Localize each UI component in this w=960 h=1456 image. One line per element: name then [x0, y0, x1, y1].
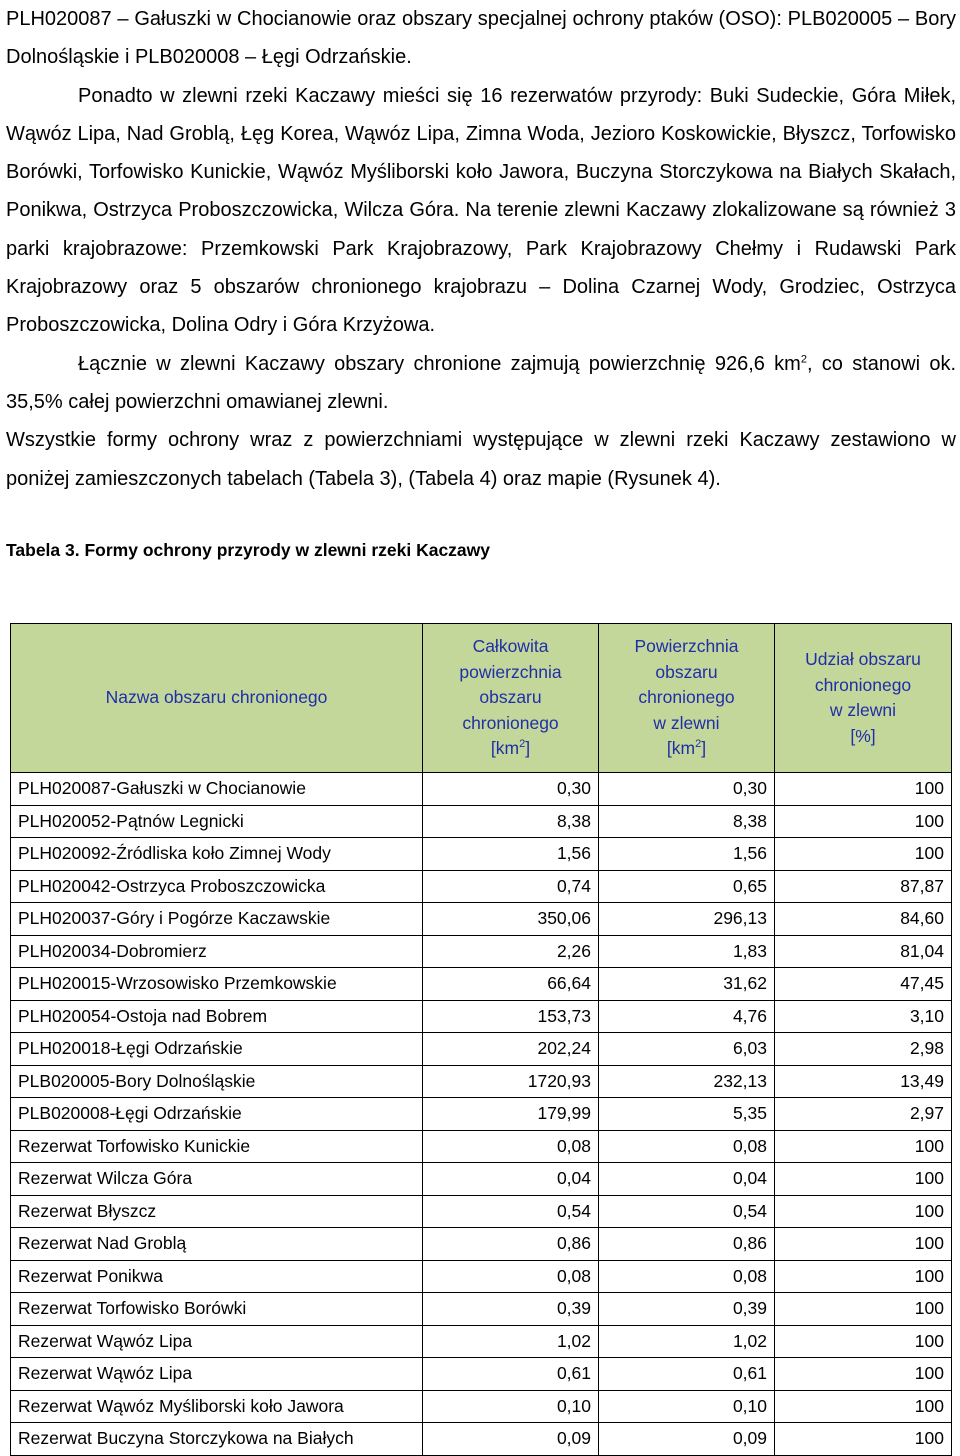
cell-area-name: PLH020092-Źródliska koło Zimnej Wody — [11, 838, 423, 871]
table-row — [11, 935, 952, 968]
cell-area-in-catchment: 1,83 — [599, 935, 775, 968]
cell-total-area: 0,08 — [423, 1260, 599, 1293]
table-row — [11, 1130, 952, 1163]
cell-area-name: PLH020052-Pątnów Legnicki — [11, 805, 423, 838]
header-inside-line: chronionego — [638, 687, 735, 708]
protected-areas-table-wrapper — [10, 623, 951, 1456]
unit-sup: 2 — [519, 738, 526, 751]
cell-area-in-catchment: 0,86 — [599, 1228, 775, 1261]
cell-share: 100 — [775, 1195, 952, 1228]
cell-area-name: Rezerwat Wąwóz Lipa — [11, 1325, 423, 1358]
cell-area-name: Rezerwat Buczyna Storczykowa na Białych — [11, 1423, 423, 1456]
cell-share: 100 — [775, 1260, 952, 1293]
cell-share: 81,04 — [775, 935, 952, 968]
cell-share: 100 — [775, 1423, 952, 1456]
cell-total-area: 0,09 — [423, 1423, 599, 1456]
table-row — [11, 1163, 952, 1196]
cell-area-in-catchment: 0,04 — [599, 1163, 775, 1196]
table-row — [11, 1260, 952, 1293]
cell-total-area: 66,64 — [423, 968, 599, 1001]
table-row — [11, 1358, 952, 1391]
header-share — [775, 624, 952, 773]
cell-area-name: PLH020037-Góry i Pogórze Kaczawskie — [11, 903, 423, 936]
header-area-in-catchment — [599, 624, 775, 773]
cell-area-in-catchment: 5,35 — [599, 1098, 775, 1131]
cell-total-area: 1,02 — [423, 1325, 599, 1358]
cell-total-area: 0,39 — [423, 1293, 599, 1326]
cell-area-name: Rezerwat Wąwóz Lipa — [11, 1358, 423, 1391]
cell-area-name: PLB020005-Bory Dolnośląskie — [11, 1065, 423, 1098]
unit-text: [km — [666, 738, 696, 759]
table-row — [11, 838, 952, 871]
unit-sup: 2 — [695, 738, 702, 751]
header-share-line: chronionego — [814, 674, 912, 695]
protected-areas-table — [10, 623, 952, 1456]
cell-area-in-catchment: 296,13 — [599, 903, 775, 936]
cell-area-in-catchment: 0,65 — [599, 870, 775, 903]
cell-total-area: 8,38 — [423, 805, 599, 838]
cell-area-in-catchment: 0,61 — [599, 1358, 775, 1391]
table-row — [11, 1065, 952, 1098]
cell-area-name: Rezerwat Ponikwa — [11, 1260, 423, 1293]
cell-area-in-catchment: 0,54 — [599, 1195, 775, 1228]
cell-area-name: PLH020087-Gałuszki w Chocianowie — [11, 773, 423, 806]
cell-share: 100 — [775, 1325, 952, 1358]
table-row — [11, 1195, 952, 1228]
header-total-line: Całkowita — [472, 636, 549, 657]
cell-area-name: PLH020042-Ostrzyca Proboszczowicka — [11, 870, 423, 903]
document-page — [6, 0, 956, 562]
header-total-unit — [427, 736, 594, 762]
table-body — [11, 773, 952, 1456]
cell-area-in-catchment: 8,38 — [599, 805, 775, 838]
cell-total-area: 1,56 — [423, 838, 599, 871]
unit-text: [km — [490, 738, 520, 759]
table-header-row — [11, 624, 952, 773]
cell-area-in-catchment: 0,30 — [599, 773, 775, 806]
table-row — [11, 1228, 952, 1261]
table-row — [11, 1325, 952, 1358]
table-row — [11, 1033, 952, 1066]
header-total-line: chronionego — [462, 712, 559, 733]
cell-share: 100 — [775, 838, 952, 871]
cell-share: 84,60 — [775, 903, 952, 936]
paragraph-summary: Wszystkie formy ochrony wraz z powierzchniami występujące w zlewni rzeki Kaczawy zestawiono w poniżej zamieszczonych tabelach (Tabela 3), (Tabela 4) oraz mapie (Rysunek 4). — [6, 429, 956, 490]
cell-share: 100 — [775, 773, 952, 806]
table-row — [11, 1423, 952, 1456]
cell-area-in-catchment: 0,08 — [599, 1260, 775, 1293]
cell-total-area: 0,10 — [423, 1390, 599, 1423]
cell-share: 100 — [775, 1390, 952, 1423]
unit-text-end: ] — [525, 738, 531, 759]
header-inside-line: obszaru — [655, 661, 718, 682]
cell-share: 3,10 — [775, 1000, 952, 1033]
cell-share: 2,97 — [775, 1098, 952, 1131]
table-caption-label: Tabela 3. — [6, 539, 80, 560]
cell-area-in-catchment: 1,56 — [599, 838, 775, 871]
cell-total-area: 0,30 — [423, 773, 599, 806]
cell-total-area: 1720,93 — [423, 1065, 599, 1098]
cell-share: 100 — [775, 1358, 952, 1391]
cell-area-name: PLH020034-Dobromierz — [11, 935, 423, 968]
cell-area-name: Rezerwat Wilcza Góra — [11, 1163, 423, 1196]
total-area-text-end: , co stanowi ok. 35,5% całej powierzchni omawianej zlewni. — [6, 352, 956, 413]
cell-total-area: 153,73 — [423, 1000, 599, 1033]
table-row — [11, 903, 952, 936]
header-inside-line: w zlewni — [653, 712, 720, 733]
cell-share: 100 — [775, 1130, 952, 1163]
total-area-text: Łącznie w zlewni Kaczawy obszary chronione zajmują powierzchnię 926,6 km — [78, 352, 801, 375]
cell-area-in-catchment: 1,02 — [599, 1325, 775, 1358]
table-row — [11, 1293, 952, 1326]
cell-area-in-catchment: 0,10 — [599, 1390, 775, 1423]
cell-total-area: 0,61 — [423, 1358, 599, 1391]
cell-total-area: 0,54 — [423, 1195, 599, 1228]
header-inside-line: Powierzchnia — [634, 636, 739, 657]
cell-area-in-catchment: 232,13 — [599, 1065, 775, 1098]
header-area-name: Nazwa obszaru chronionego — [11, 624, 423, 773]
cell-share: 13,49 — [775, 1065, 952, 1098]
total-area-sup: 2 — [800, 353, 807, 366]
cell-area-name: Rezerwat Torfowisko Kunickie — [11, 1130, 423, 1163]
cell-area-in-catchment: 6,03 — [599, 1033, 775, 1066]
cell-area-in-catchment: 0,39 — [599, 1293, 775, 1326]
cell-area-name: PLH020015-Wrzosowisko Przemkowskie — [11, 968, 423, 1001]
cell-share: 87,87 — [775, 870, 952, 903]
cell-area-in-catchment: 4,76 — [599, 1000, 775, 1033]
cell-area-in-catchment: 0,09 — [599, 1423, 775, 1456]
cell-total-area: 202,24 — [423, 1033, 599, 1066]
table-caption-text: Formy ochrony przyrody w zlewni rzeki Kaczawy — [79, 539, 491, 560]
cell-area-name: PLH020054-Ostoja nad Bobrem — [11, 1000, 423, 1033]
cell-area-in-catchment: 0,08 — [599, 1130, 775, 1163]
header-share-line: w zlewni — [829, 700, 897, 720]
cell-share: 100 — [775, 1163, 952, 1196]
table-caption — [6, 538, 956, 562]
header-share-line: [%] — [850, 725, 876, 746]
cell-total-area: 350,06 — [423, 903, 599, 936]
cell-area-name: Rezerwat Błyszcz — [11, 1195, 423, 1228]
cell-total-area: 0,04 — [423, 1163, 599, 1196]
paragraph-reserves: Ponadto w zlewni rzeki Kaczawy mieści się 16 rezerwatów przyrody: Buki Sudeckie, Góra Miłek, Wąwóz Lipa, Nad Groblą, Łęg Korea, Wąwóz Lipa, Zimna Woda, Jezioro Koskowickie, Błyszcz, Torfowisko Borówki, Torfowisko Kunickie, Wąwóz Myśliborski koło Jawora, Buczyna Storczykowa na Białych Skałach, Ponikwa, Ostrzyca Proboszczowicka, Wilcza Góra. Na terenie zlewni Kaczawy zlokalizowane są również 3 parki krajobrazowe: Przemkowski Park Krajobrazowy, Park Krajobrazowy Chełmy i Rudawski Park Krajobrazowy oraz 5 obszarów chronionego krajobrazu – Dolina Czarnej Wody, Grodziec, Ostrzyca Proboszczowicka, Dolina Odry i Góra Krzyżowa. — [6, 84, 956, 337]
table-row — [11, 805, 952, 838]
table-row — [11, 1098, 952, 1131]
header-share-line: Udział obszaru — [805, 649, 921, 669]
cell-share: 2,98 — [775, 1033, 952, 1066]
header-inside-unit — [603, 736, 770, 762]
unit-text-end: ] — [701, 738, 707, 759]
paragraph-natura-sites: PLH020087 – Gałuszki w Chocianowie oraz obszary specjalnej ochrony ptaków (OSO): PLB020005 – Bory Dolnośląskie i PLB020008 – Łęgi Odrzańskie. — [6, 8, 956, 69]
cell-share: 100 — [775, 1293, 952, 1326]
paragraph-total-area — [6, 345, 956, 422]
cell-area-name: Rezerwat Torfowisko Borówki — [11, 1293, 423, 1326]
header-total-line: powierzchnia — [459, 661, 562, 682]
header-total-line: obszaru — [479, 687, 542, 708]
cell-share: 100 — [775, 805, 952, 838]
cell-area-in-catchment: 31,62 — [599, 968, 775, 1001]
cell-total-area: 2,26 — [423, 935, 599, 968]
cell-area-name: PLB020008-Łęgi Odrzańskie — [11, 1098, 423, 1131]
table-row — [11, 870, 952, 903]
cell-total-area: 179,99 — [423, 1098, 599, 1131]
cell-area-name: PLH020018-Łęgi Odrzańskie — [11, 1033, 423, 1066]
cell-total-area: 0,86 — [423, 1228, 599, 1261]
table-row — [11, 773, 952, 806]
cell-area-name: Rezerwat Wąwóz Myśliborski koło Jawora — [11, 1390, 423, 1423]
table-row — [11, 1000, 952, 1033]
cell-share: 47,45 — [775, 968, 952, 1001]
table-row — [11, 1390, 952, 1423]
cell-total-area: 0,08 — [423, 1130, 599, 1163]
cell-total-area: 0,74 — [423, 870, 599, 903]
table-row — [11, 968, 952, 1001]
cell-area-name: Rezerwat Nad Groblą — [11, 1228, 423, 1261]
header-total-area — [423, 624, 599, 773]
cell-share: 100 — [775, 1228, 952, 1261]
